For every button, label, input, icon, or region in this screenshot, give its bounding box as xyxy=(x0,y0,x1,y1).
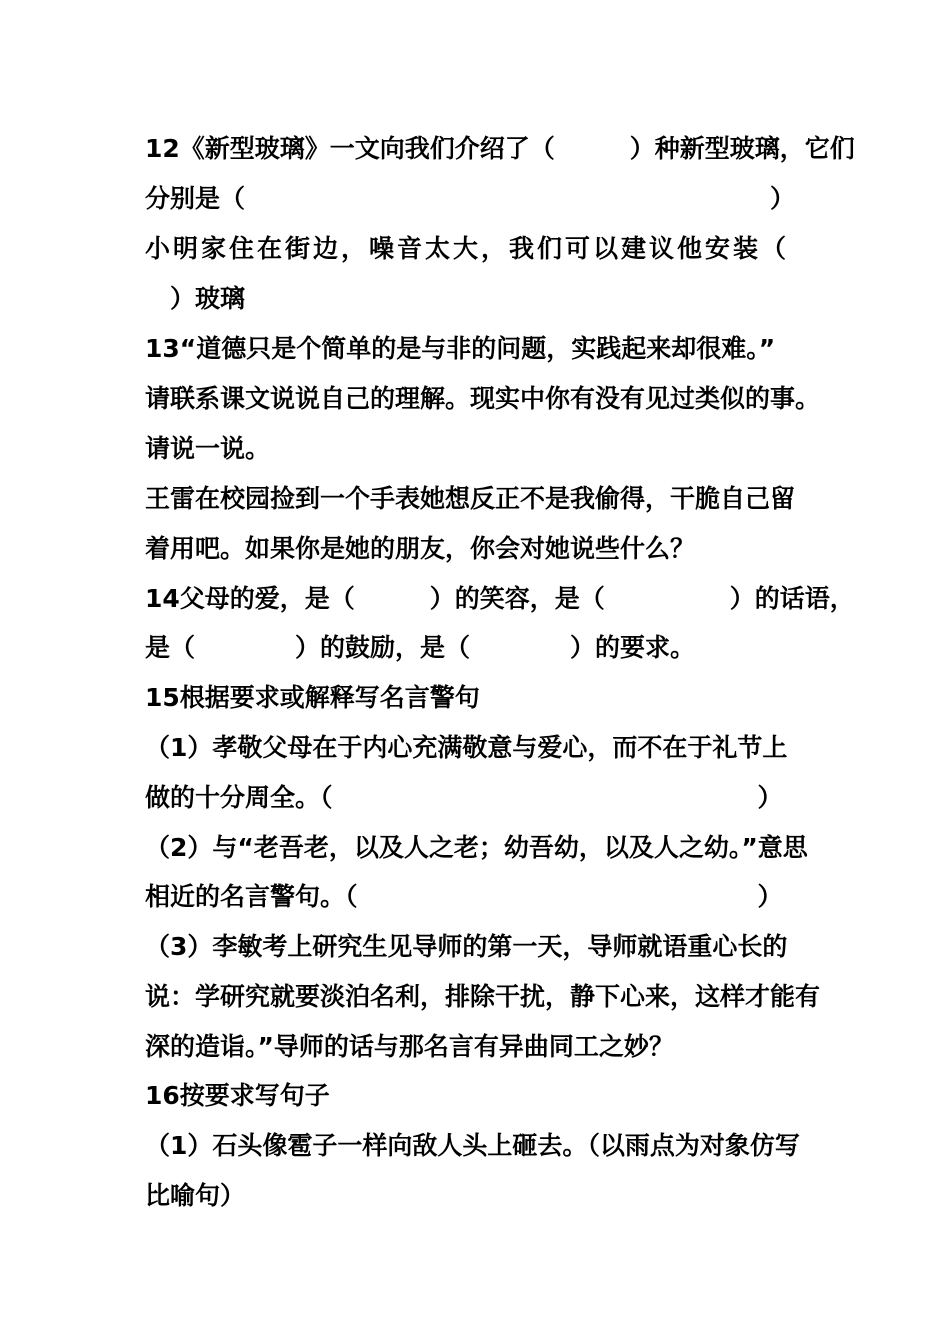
question-14-line-2: 是（ ）的鼓励，是（ ）的要求。 xyxy=(145,633,696,662)
question-16-1-line-2: 比喻句） xyxy=(145,1181,246,1210)
question-13-line-4: 王雷在校园捡到一个手表她想反正不是我偷得，干脆自己留 xyxy=(145,484,796,513)
question-12-line-4: ）玻璃 xyxy=(145,284,246,313)
question-15-1-line-1: （1）孝敬父母在于内心充满敬意与爱心，而不在于礼节上 xyxy=(145,733,788,762)
question-15-2-line-2: 相近的名言警句。（ ） xyxy=(145,882,783,911)
question-12-line-1: 12《新型玻璃》一文向我们介绍了（ ）种新型玻璃，它们 xyxy=(145,134,855,163)
question-12-line-3: 小明家住在街边，噪音太大，我们可以建议他安装（ xyxy=(145,234,790,263)
question-13-line-3: 请说一说。 xyxy=(145,434,271,463)
question-13-line-1: 13“道德只是个简单的是与非的问题，实践起来却很难。” xyxy=(145,334,776,363)
question-16-title: 16按要求写句子 xyxy=(145,1081,330,1110)
question-15-3-line-2: 说：学研究就要淡泊名利，排除干扰，静下心来，这样才能有 xyxy=(145,982,821,1011)
question-13-line-2: 请联系课文说说自己的理解。现实中你有没有见过类似的事。 xyxy=(145,384,821,413)
question-15-3-line-3: 深的造诣。”导师的话与那名言有异曲同工之妙？ xyxy=(145,1032,674,1061)
question-15-3-line-1: （3）李敏考上研究生见导师的第一天，导师就语重心长的 xyxy=(145,932,788,961)
question-16-1-line-1: （1）石头像雹子一样向敌人头上砸去。（以雨点为对象仿写 xyxy=(145,1131,800,1160)
question-15-1-line-2: 做的十分周全。（ ） xyxy=(145,783,783,812)
question-15-2-line-1: （2）与“老吾老，以及人之老；幼吾幼，以及人之幼。”意思 xyxy=(145,833,808,862)
question-12-line-2: 分别是（ ） xyxy=(145,184,796,213)
question-14-line-1: 14父母的爱，是（ ）的笑容，是（ ）的话语， xyxy=(145,584,855,613)
question-13-line-5: 着用吧。如果你是她的朋友，你会对她说些什么？ xyxy=(145,534,696,563)
question-15-title: 15根据要求或解释写名言警句 xyxy=(145,683,480,712)
